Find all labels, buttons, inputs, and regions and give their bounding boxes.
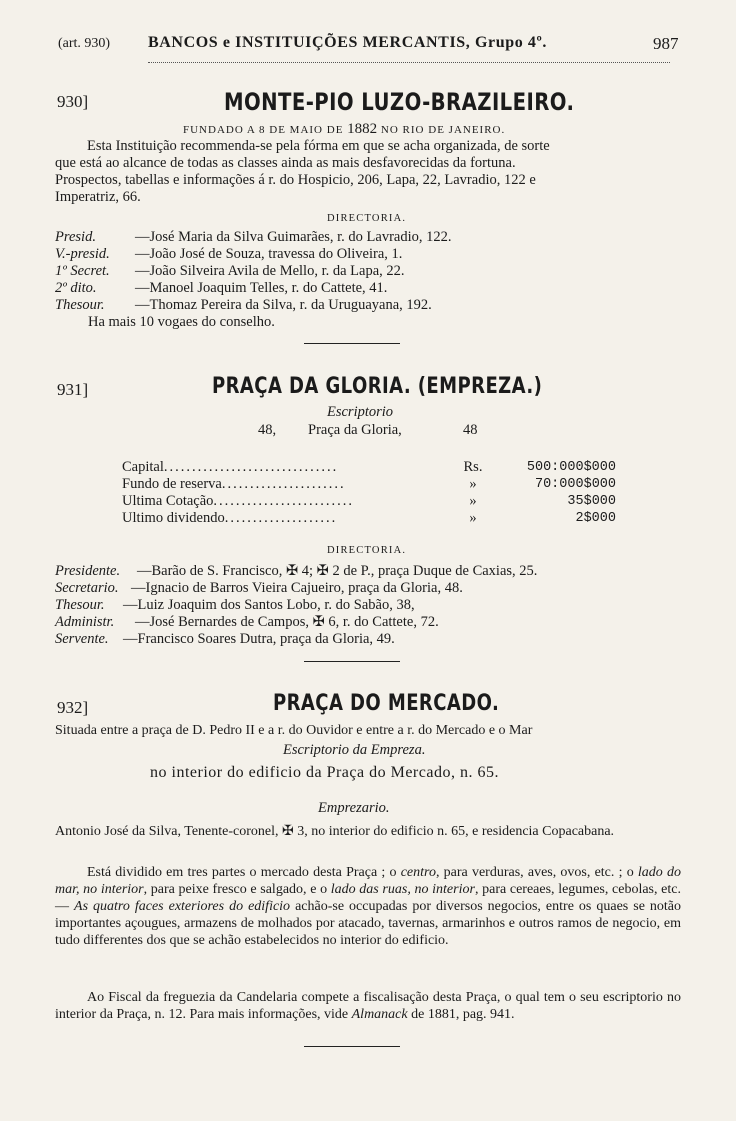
entry-930-line4: Imperatriz, 66. (55, 189, 141, 205)
section-rule (304, 661, 400, 662)
entry-931-officer: Secretario. —Ignacio de Barros Vieira Cajueiro, praça da Gloria, 48. (55, 580, 463, 596)
entry-932-situated: Situada entre a praça de D. Pedro II e a r. do Ouvidor e entre a r. do Mercado e o Mar (55, 723, 533, 738)
running-head-article: (art. 930) (58, 36, 111, 51)
entry-930-officer: Presid. —José Maria da Silva Guimarães, r. do Lavradio, 122. (55, 229, 452, 245)
entry-931-office-label: Escriptorio (327, 404, 394, 420)
finance-value: 500:000$000 (526, 460, 616, 475)
header-rule (148, 62, 670, 63)
entry-932-paragraph-2: Ao Fiscal da freguezia da Candelaria compete a fiscalisação desta Praça, o qual tem o seu escriptorio no interior da Praça, n. 12. Para mais informações, vide Almanack de 1881, pag. 941. (55, 990, 681, 1022)
entry-932-title: PRAÇA DO MERCADO. (273, 691, 500, 716)
founded-suffix: NO RIO DE JANEIRO. (380, 124, 506, 136)
entry-930-line3: Prospectos, tabellas e informações á r. do Hospicio, 206, Lapa, 22, Lavradio, 122 e (55, 172, 536, 188)
entry-931-directoria-heading: DIRECTORIA. (327, 545, 407, 556)
entry-930-vogaes: Ha mais 10 vogaes do conselho. (88, 314, 275, 330)
entry-932-office-label: Escriptorio da Empreza. (283, 742, 426, 758)
entry-930-number: 930] (57, 92, 89, 111)
finance-currency: Rs. (463, 459, 483, 475)
entry-932-emprezario: Antonio José da Silva, Tenente-coronel, ✠ 3, no interior do edificio n. 65, e residencia Copacabana. (55, 824, 615, 839)
entry-931-address-num: 48 (463, 422, 478, 438)
entry-930-title: MONTE-PIO LUZO-BRAZILEIRO. (224, 88, 575, 116)
founded-prefix: FUNDADO A 8 DE MAIO DE (183, 124, 344, 136)
finance-currency: » (469, 493, 477, 509)
entry-931-officer: Administr. —José Bernardes de Campos, ✠ 6, r. do Cattete, 72. (55, 614, 439, 630)
entry-931-officer: Servente. —Francisco Soares Dutra, praça da Gloria, 49. (55, 631, 395, 647)
entry-930-line1: Esta Instituição recommenda-se pela fórma em que se acha organizada, de sorte (87, 138, 550, 154)
running-head-title: BANCOS e INSTITUIÇÕES MERCANTIS, Grupo 4º. (148, 34, 547, 51)
finance-label: Ultimo dividendo.................... (122, 510, 338, 526)
finance-value: 35$000 (567, 494, 616, 509)
entry-931-officer: Presidente. —Barão de S. Francisco, ✠ 4; ✠ 2 de P., praça Duque de Caxias, 25. (55, 563, 538, 579)
finance-value: 2$000 (575, 511, 616, 526)
entry-930-officer: 2º dito. —Manoel Joaquim Telles, r. do Cattete, 41. (55, 280, 388, 296)
entry-930-officer: 1º Secret. —João Silveira Avila de Mello, r. da Lapa, 22. (55, 263, 405, 279)
page-number: 987 (653, 34, 679, 53)
founded-year: 1882 (347, 121, 378, 137)
entry-930-officer: Thesour. —Thomaz Pereira da Silva, r. da Uruguayana, 192. (55, 297, 432, 313)
finance-label: Capital............................... (122, 459, 339, 475)
finance-value: 70:000$000 (534, 477, 616, 492)
entry-931-title: PRAÇA DA GLORIA. (EMPREZA.) (212, 374, 543, 399)
entry-931-address-street: Praça da Gloria, (308, 422, 402, 438)
entry-932-number: 932] (57, 698, 89, 717)
section-rule (304, 1046, 400, 1047)
entry-930-founded (183, 121, 505, 138)
entry-930-officer: V.-presid. —João José de Souza, travessa do Oliveira, 1. (55, 246, 403, 262)
entry-932-emprezario-label: Emprezario. (318, 800, 390, 816)
finance-currency: » (469, 510, 477, 526)
entry-930-directoria-heading: DIRECTORIA. (327, 213, 407, 224)
finance-currency: » (469, 476, 477, 492)
finance-label: Ultima Cotação......................... (122, 493, 355, 509)
entry-931-address-num: 48, (258, 422, 277, 438)
entry-932-office-address: no interior do edificio da Praça do Mercado, n. 65. (150, 764, 499, 781)
entry-932-paragraph-1: Está dividido em tres partes o mercado desta Praça ; o centro, para verduras, aves, ovos, etc. ; o lado do mar, no interior, para peixe fresco e salgado, e o lado das ruas, no interior, para cereaes, legumes, cebolas, etc. — As quatro faces exteriores do edificio achão-se occupadas por diversos negocios, entre os quaes se notão importantes açougues, armazens de molhados por atacado, tavernas, armarinhos e outros ramos de negocio, em tudo differentes dos que se achão estabelecidos no interior do edificio. (55, 865, 682, 948)
entry-931-number: 931] (57, 380, 89, 399)
finance-label: Fundo de reserva...................... (122, 476, 346, 492)
entry-930-line2: que está ao alcance de todas as classes ainda as mais desfavorecidas da fortuna. (55, 155, 516, 171)
section-rule (304, 343, 400, 344)
entry-931-officer: Thesour. —Luiz Joaquim dos Santos Lobo, r. do Sabão, 38, (55, 597, 415, 613)
